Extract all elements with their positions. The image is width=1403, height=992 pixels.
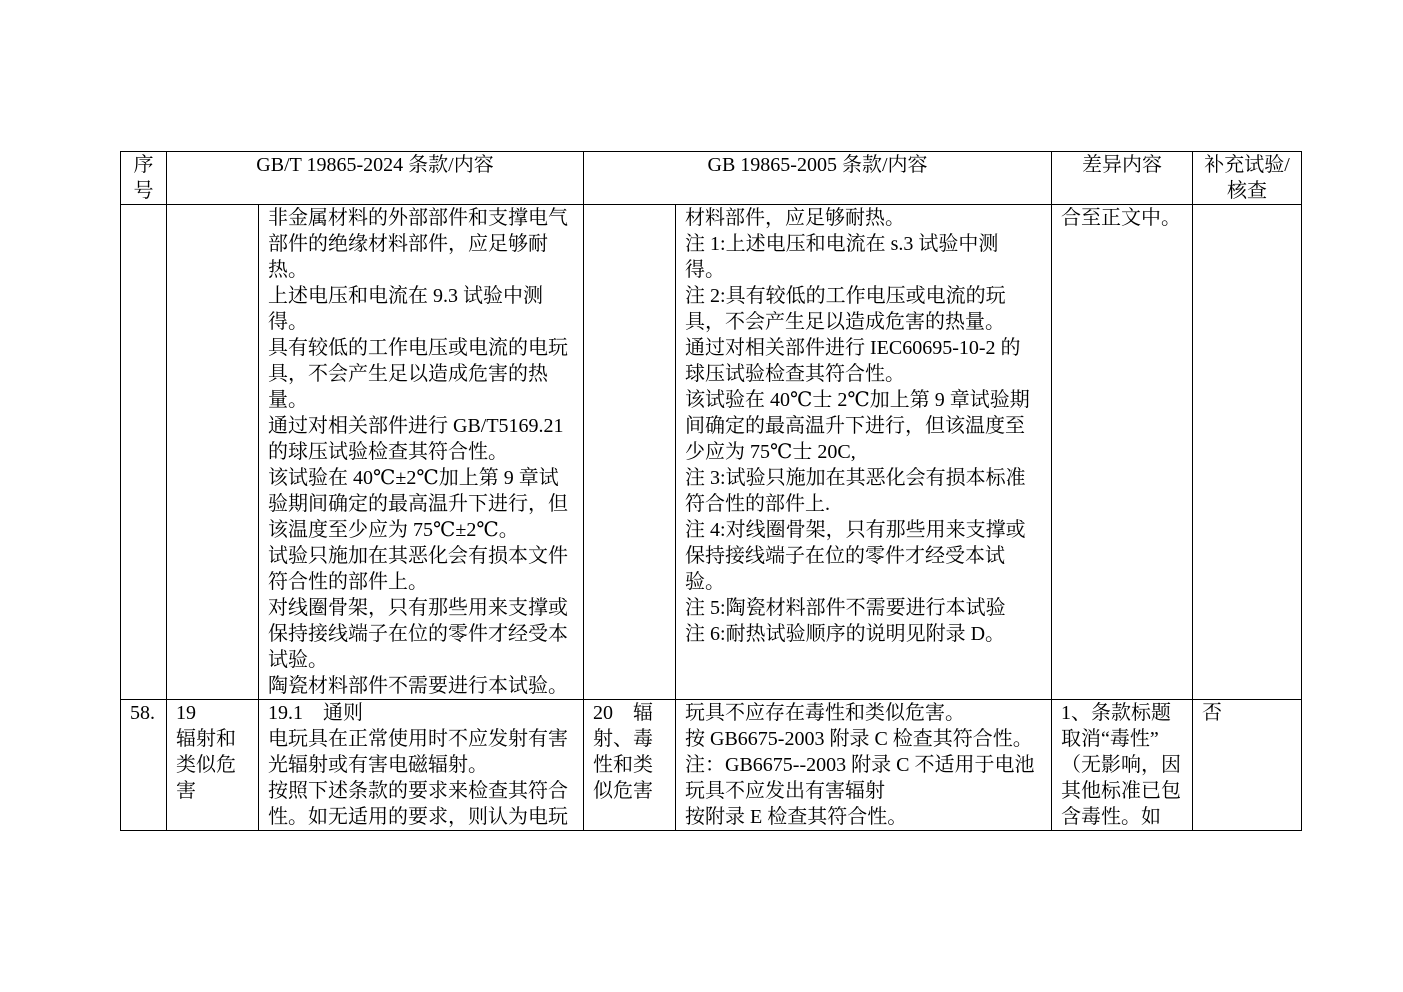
gbt-clause-line: 类似危: [176, 754, 236, 776]
gb-content-line: 符合性的部件上.: [685, 493, 831, 515]
cell-gbt-clause: [167, 700, 259, 831]
gb-content-line: 球压试验检查其符合性。: [685, 363, 906, 385]
gb-content-line: 注 2:具有较低的工作电压或电流的玩: [685, 285, 1006, 307]
gb-content-line: 注 3:试验只施加在其恶化会有损本标准: [685, 467, 1026, 489]
difference-line: 含毒性。如: [1061, 806, 1162, 828]
gb-clause-line: 20 辐: [593, 702, 654, 724]
gb-content-line: 验。: [685, 571, 726, 593]
gbt-content-line: 电玩具在正常使用时不应发射有害: [268, 728, 568, 750]
table-header-row: [121, 152, 1302, 205]
gbt-content-line: 保持接线端子在位的零件才经受本: [268, 623, 568, 645]
cell-gbt-content: [259, 700, 584, 831]
cell-gb-content: [676, 700, 1052, 831]
gbt-content-line: 通过对相关部件进行 GB/T5169.21: [268, 415, 564, 437]
difference-line: 其他标准已包: [1061, 780, 1182, 802]
gbt-content-line: 具有较低的工作电压或电流的电玩: [268, 337, 568, 359]
gbt-content-line: 符合性的部件上。: [268, 571, 428, 593]
cell-gb-clause: [584, 205, 676, 700]
gbt-content-line: 的球压试验检查其符合性。: [268, 441, 508, 463]
header-gbt-2024: [167, 152, 584, 205]
gbt-content-line: 对线圈骨架，只有那些用来支撑或: [268, 597, 568, 619]
difference-line: 合至正文中。: [1061, 207, 1182, 229]
gb-content-line: 该试验在 40℃士 2℃加上第 9 章试验期: [685, 389, 1030, 411]
gbt-content-line: 热。: [268, 259, 308, 281]
gbt-content-line: 部件的绝缘材料部件，应足够耐: [268, 233, 548, 255]
gbt-content-line: 性。如无适用的要求，则认为电玩: [268, 806, 568, 828]
gb-content-line: 按 GB6675-2003 附录 C 检查其符合性。: [685, 728, 1033, 750]
header-supplement-line: 补充试验/: [1204, 154, 1290, 176]
table-row: [121, 700, 1302, 831]
standard-comparison-table: [120, 151, 1302, 831]
gb-content-line: 按附录 E 检查其符合性。: [685, 806, 908, 828]
gbt-content-line: 光辐射或有害电磁辐射。: [268, 754, 488, 776]
gbt-content-line: 具，不会产生足以造成危害的热: [268, 363, 548, 385]
gbt-content-line: 试验只施加在其恶化会有损本文件: [268, 545, 568, 567]
cell-gbt-content: [259, 205, 584, 700]
gbt-clause-line: 19: [176, 702, 196, 724]
gb-content-line: 玩具不应发出有害辐射: [685, 780, 886, 802]
gbt-content-line: 得。: [268, 311, 308, 333]
cell-gb-clause: [584, 700, 676, 831]
gb-content-line: 注 4:对线圈骨架，只有那些用来支撑或: [685, 519, 1026, 541]
gb-content-line: 注：GB6675--2003 附录 C 不适用于电池: [685, 754, 1035, 776]
gbt-content-line: 验期间确定的最高温升下进行，但: [268, 493, 568, 515]
gbt-content-line: 量。: [268, 389, 308, 411]
gb-clause-line: 似危害: [593, 780, 654, 802]
supplement-value: 否: [1202, 702, 1223, 724]
header-gb-2005: [584, 152, 1052, 205]
gb-clause-line: 射、毒: [593, 728, 654, 750]
gb-content-line: 少应为 75℃士 20C,: [685, 441, 856, 463]
gb-content-line: 通过对相关部件进行 IEC60695-10-2 的: [685, 337, 1021, 359]
gbt-content-line: 试验。: [268, 649, 328, 671]
gbt-content-line: 该温度至少应为 75℃±2℃。: [268, 519, 519, 541]
cell-seq: [121, 700, 167, 831]
table-row: [121, 205, 1302, 700]
cell-seq: [121, 205, 167, 700]
cell-difference: [1052, 700, 1193, 831]
gbt-clause-line: 害: [176, 780, 196, 802]
gbt-clause-line: 辐射和: [176, 728, 236, 750]
gb-content-line: 注 5:陶瓷材料部件不需要进行本试验: [685, 597, 1006, 619]
gb-content-line: 注 1:上述电压和电流在 s.3 试验中测: [685, 233, 999, 255]
seq-number: 58.: [130, 702, 155, 724]
cell-supplement: [1193, 700, 1302, 831]
gb-content-line: 注 6:耐热试验顺序的说明见附录 D。: [685, 623, 1006, 645]
cell-gb-content: [676, 205, 1052, 700]
difference-line: （无影响，因: [1061, 754, 1182, 776]
cell-supplement: [1193, 205, 1302, 700]
gbt-content-line: 上述电压和电流在 9.3 试验中测: [268, 285, 543, 307]
header-gb-2005-label: GB 19865-2005 条款/内容: [707, 154, 928, 176]
header-supplement-line: 核查: [1227, 180, 1268, 202]
gb-content-line: 具，不会产生足以造成危害的热量。: [685, 311, 1006, 333]
gbt-content-line: 非金属材料的外部部件和支撑电气: [268, 207, 568, 229]
header-difference-label: 差异内容: [1082, 154, 1163, 176]
gb-content-line: 得。: [685, 259, 726, 281]
cell-difference: [1052, 205, 1193, 700]
document-page: [120, 151, 1302, 831]
gb-content-line: 材料部件，应足够耐热。: [685, 207, 906, 229]
gb-clause-line: 性和类: [593, 754, 654, 776]
gb-content-line: 保持接线端子在位的零件才经受本试: [685, 545, 1006, 567]
gbt-content-line: 按照下述条款的要求来检查其符合: [268, 780, 568, 802]
gbt-content-line: 陶瓷材料部件不需要进行本试验。: [268, 675, 568, 697]
difference-line: 1、条款标题: [1061, 702, 1172, 724]
header-seq: [121, 152, 167, 205]
header-supplement: [1193, 152, 1302, 205]
cell-gbt-clause: [167, 205, 259, 700]
gbt-content-line: 19.1 通则: [268, 702, 363, 724]
gb-content-line: 间确定的最高温升下进行，但该温度至: [685, 415, 1026, 437]
gb-content-line: 玩具不应存在毒性和类似危害。: [685, 702, 966, 724]
gbt-content-line: 该试验在 40℃±2℃加上第 9 章试: [268, 467, 559, 489]
header-seq-line: 号: [133, 180, 154, 202]
header-seq-line: 序: [133, 154, 154, 176]
header-difference: [1052, 152, 1193, 205]
difference-line: 取消“毒性”: [1061, 728, 1159, 750]
header-gbt-2024-label: GB/T 19865-2024 条款/内容: [256, 154, 494, 176]
